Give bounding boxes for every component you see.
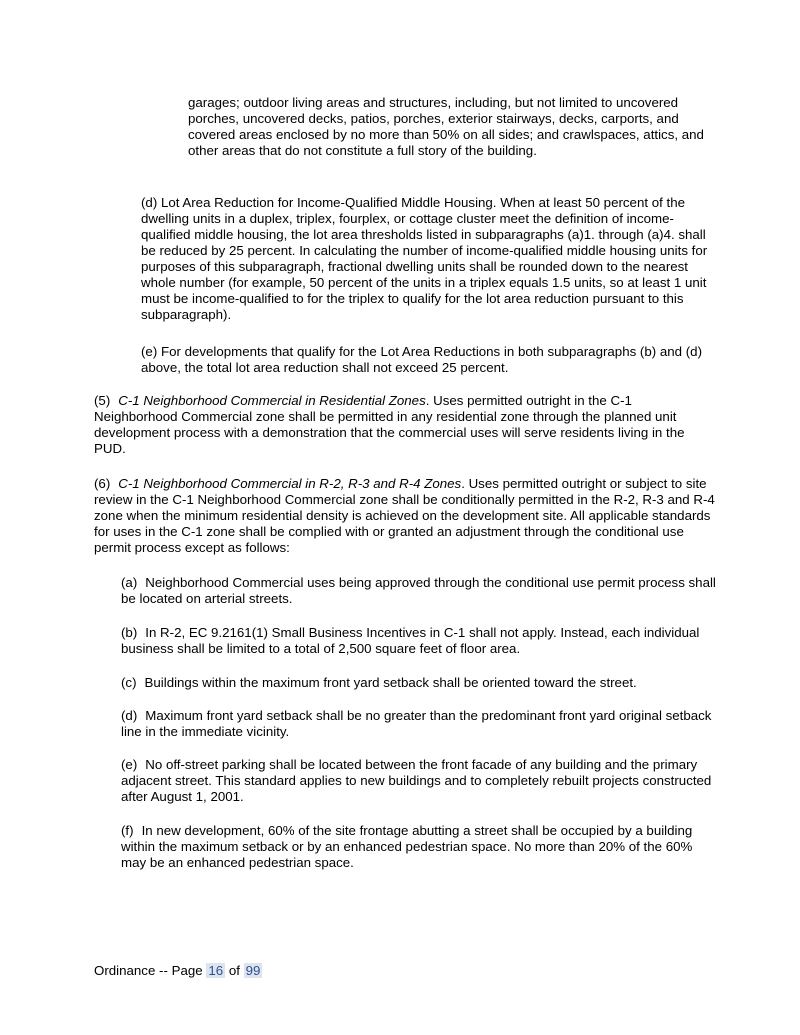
section-5-number: (5) bbox=[94, 393, 111, 408]
list-item bbox=[121, 823, 716, 871]
footer-of: of bbox=[228, 963, 240, 978]
section-6-number: (6) bbox=[94, 476, 111, 491]
item-text: Maximum front yard setback shall be no greater than the predominant front yard original setback line in the immediate vicinity. bbox=[121, 708, 712, 739]
item-text: In new development, 60% of the site frontage abutting a street shall be occupied by a building within the maximum setback or by an enhanced pedestrian space. No more than 20% of the 60% may be an enhanced pedestrian space. bbox=[121, 823, 693, 870]
item-label: (f) bbox=[121, 823, 134, 838]
list-item bbox=[121, 708, 716, 740]
item-label: (d) bbox=[121, 708, 138, 723]
item-text: In R-2, EC 9.2161(1) Small Business Incentives in C-1 shall not apply. Instead, each individual business shall be limited to a total of 2,500 square feet of floor area. bbox=[121, 625, 700, 656]
continuation-paragraph: garages; outdoor living areas and structures, including, but not limited to uncovered porches, uncovered decks, patios, porches, exterior stairways, decks, carports, and covered areas enclosed by no more than 50% on all sides; and crawlspaces, attics, and other areas that do not constitute a full story of the building. bbox=[188, 95, 704, 158]
paragraph-d-lot-area-reduction: (d) Lot Area Reduction for Income-Qualified Middle Housing. When at least 50 percent of the dwelling units in a duplex, triplex, fourplex, or cottage cluster meet the definition of income-qualified middle housing, the lot area thresholds listed in subparagraphs (a)1. through (a)4. shall be reduced by 25 percent. In calculating the number of income-qualified middle housing units for purposes of this subparagraph, fractional dwelling units shall be rounded down to the nearest whole number (for example, 50 percent of the units in a triplex equals 1.5 units, so at least 1 unit must be income-qualified to for the triplex to qualify for the lot area reduction pursuant to this subparagraph). bbox=[141, 195, 708, 322]
page-footer bbox=[94, 963, 262, 979]
item-label: (c) bbox=[121, 675, 137, 690]
list-item bbox=[121, 757, 716, 805]
total-pages-field: 99 bbox=[245, 963, 261, 978]
section-6-heading: C-1 Neighborhood Commercial in R-2, R-3 and R-4 Zones bbox=[118, 476, 462, 491]
item-label: (a) bbox=[121, 575, 138, 590]
section-6-text: . Uses permitted outright or subject to site review in the C-1 Neighborhood Commercial zone shall be conditionally permitted in the R-2, R-3 and R-4 zone when the minimum residential density is achieved on the development site. All applicable standards for uses in the C-1 zone shall be complied with or granted an adjustment through the conditional use permit process except as follows: bbox=[94, 476, 715, 555]
section-5-heading: C-1 Neighborhood Commercial in Residential Zones bbox=[118, 393, 426, 408]
list-item bbox=[121, 625, 716, 657]
section-6 bbox=[94, 476, 716, 556]
item-text: Neighborhood Commercial uses being approved through the conditional use permit process shall be located on arterial streets. bbox=[121, 575, 716, 606]
section-5 bbox=[94, 393, 716, 457]
item-text: No off-street parking shall be located between the front facade of any building and the primary adjacent street. This standard applies to new buildings and to completely rebuilt projects constructed after August 1, 2001. bbox=[121, 757, 712, 804]
section-5-text: . Uses permitted outright in the C-1 Neighborhood Commercial zone shall be permitted in any residential zone through the planned unit development process with a demonstration that the commercial uses will serve residents living in the PUD. bbox=[94, 393, 685, 456]
item-text: Buildings within the maximum front yard setback shall be oriented toward the street. bbox=[144, 675, 637, 690]
paragraph-e-total-reduction: (e) For developments that qualify for the Lot Area Reductions in both subparagraphs (b) and (d) above, the total lot area reduction shall not exceed 25 percent. bbox=[141, 344, 703, 375]
list-item bbox=[121, 675, 716, 691]
list-item bbox=[121, 575, 716, 607]
item-label: (e) bbox=[121, 757, 138, 772]
footer-prefix: Ordinance -- Page bbox=[94, 963, 203, 978]
item-label: (b) bbox=[121, 625, 138, 640]
page-number-field: 16 bbox=[208, 963, 224, 978]
